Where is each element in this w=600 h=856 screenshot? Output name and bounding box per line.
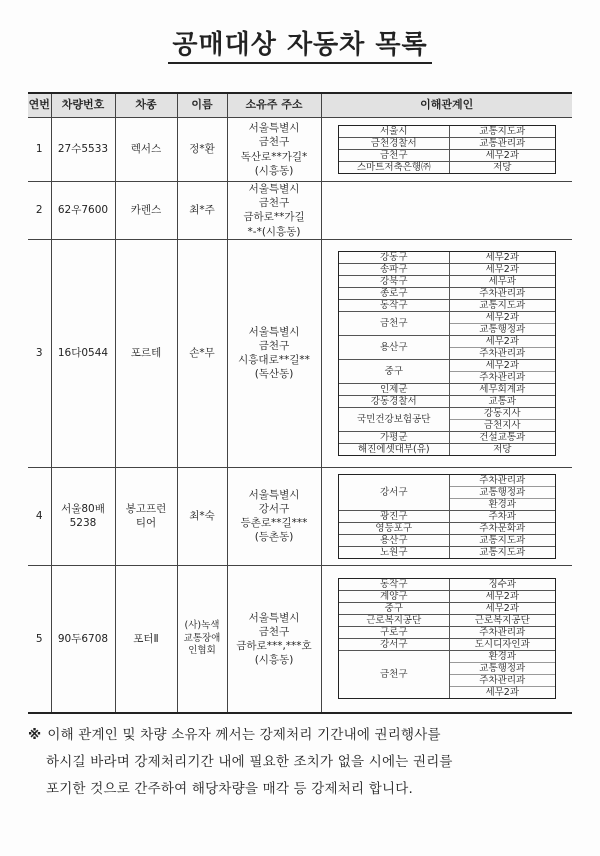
party-org: 금천경찰서 — [339, 138, 450, 149]
party-row — [339, 150, 555, 162]
party-dept: 세무2과 — [485, 150, 520, 161]
party-row — [339, 432, 555, 444]
party-row — [339, 360, 555, 384]
table-body — [28, 118, 572, 714]
party-dept: 주차관리과 — [479, 627, 526, 639]
party-org: 국민건강보험공단 — [339, 408, 450, 431]
owner-address — [227, 467, 321, 565]
address-line: 금하로***,***호 — [236, 639, 312, 652]
party-dept: 교통지도과 — [479, 546, 526, 558]
party-dept: 금천지사 — [483, 419, 521, 431]
plate-number: 90두6708 — [51, 565, 115, 713]
notice-line: 이해 관계인 및 차량 소유자 께서는 강제처리 기간내에 권리행사를 — [47, 727, 441, 743]
car-model: 포르테 — [115, 239, 177, 467]
party-depts — [450, 603, 555, 614]
address-line: 금천구 — [258, 197, 290, 210]
party-row — [339, 276, 555, 288]
owner-name: 최*숙 — [177, 467, 227, 565]
party-org: 중구 — [339, 603, 450, 614]
address-line: 서울특별시 — [248, 325, 300, 338]
party-row — [339, 138, 555, 150]
owner-name: 정*환 — [177, 118, 227, 182]
party-dept: 강동지사 — [450, 408, 555, 420]
party-dept: 주차문화과 — [479, 522, 526, 534]
party-depts — [450, 300, 555, 311]
party-dept: 주차관리과 — [479, 347, 526, 359]
address-line: (등촌동) — [254, 531, 294, 544]
interested-parties — [321, 182, 572, 240]
party-org: 노원구 — [339, 547, 450, 558]
party-row — [339, 511, 555, 523]
plate-number: 62우7600 — [51, 182, 115, 240]
row-number: 3 — [28, 239, 51, 467]
party-row — [339, 535, 555, 547]
party-org: 금천구 — [339, 312, 450, 335]
party-dept: 주차관리과 — [479, 371, 526, 383]
party-row — [339, 162, 555, 173]
owner-address — [227, 182, 321, 240]
party-org: 인제군 — [339, 384, 450, 395]
party-dept: 교통지도과 — [479, 126, 526, 137]
interested-parties — [321, 239, 572, 467]
car-model: 봉고프런티어 — [115, 467, 177, 565]
party-org: 강동구 — [339, 252, 450, 263]
party-depts — [450, 396, 555, 407]
party-org: 중구 — [339, 360, 450, 383]
party-org: 강동경찰서 — [339, 396, 450, 407]
party-org: 서울시 — [339, 126, 450, 137]
party-row — [339, 300, 555, 312]
party-row — [339, 591, 555, 603]
party-dept: 세무회계과 — [479, 383, 526, 395]
header-cell: 소유주 주소 — [227, 93, 321, 118]
party-depts — [450, 523, 555, 534]
row-number: 5 — [28, 565, 51, 713]
party-depts — [450, 535, 555, 546]
interested-parties — [321, 565, 572, 713]
party-dept: 세무2과 — [450, 336, 555, 348]
party-org: 근로복지공단 — [339, 615, 450, 626]
owner-name: (사)녹색교통장애인협회 — [177, 565, 227, 713]
party-row — [339, 444, 555, 455]
address-line: 독산로**가길* — [240, 150, 308, 163]
party-depts — [450, 408, 555, 431]
party-dept: 교통행정과 — [450, 663, 555, 675]
party-dept: 저당 — [493, 443, 512, 455]
party-depts — [450, 252, 555, 263]
party-org: 동작구 — [339, 579, 450, 590]
party-org: 영등포구 — [339, 523, 450, 534]
table-row — [28, 182, 572, 240]
table-row — [28, 239, 572, 467]
party-org: 해진에셋대부(유) — [339, 444, 450, 455]
party-dept: 주차관리과 — [450, 675, 555, 687]
party-depts — [450, 384, 555, 395]
party-depts — [450, 639, 555, 650]
party-row — [339, 408, 555, 432]
address-line: 서울특별시 — [248, 611, 300, 624]
party-row — [339, 288, 555, 300]
party-depts — [450, 264, 555, 275]
header-cell: 차량번호 — [51, 93, 115, 118]
party-org: 강서구 — [339, 639, 450, 650]
party-dept: 세무2과 — [485, 687, 520, 699]
party-depts — [450, 627, 555, 638]
party-org: 종로구 — [339, 288, 450, 299]
notice-mark: ※ — [28, 727, 42, 743]
party-dept: 주차과 — [488, 510, 517, 522]
party-depts — [450, 360, 555, 383]
notice-line: 하시길 바라며 강제처리기간 내에 필요한 조치가 없을 시에는 권리를 — [46, 754, 453, 770]
party-depts — [450, 475, 555, 510]
notice — [28, 722, 560, 803]
header-cell: 연번 — [28, 93, 51, 118]
party-depts — [450, 444, 555, 455]
party-row — [339, 639, 555, 651]
party-row — [339, 547, 555, 558]
table-header-row — [28, 93, 572, 118]
parties-table — [338, 125, 556, 174]
parties-table — [338, 474, 556, 559]
party-depts — [450, 288, 555, 299]
party-org: 동작구 — [339, 300, 450, 311]
row-number: 1 — [28, 118, 51, 182]
party-depts — [450, 432, 555, 443]
party-org: 송파구 — [339, 264, 450, 275]
car-model: 포터Ⅱ — [115, 565, 177, 713]
address-line: 시흥대로**길** — [238, 354, 310, 367]
party-depts — [450, 126, 555, 137]
party-row — [339, 312, 555, 336]
party-row — [339, 384, 555, 396]
party-row — [339, 126, 555, 138]
party-row — [339, 252, 555, 264]
address-line: (시흥동) — [254, 654, 294, 667]
notice-line: 포기한 것으로 간주하여 해당차량을 매각 등 강제처리 합니다. — [46, 781, 413, 797]
party-org: 강북구 — [339, 276, 450, 287]
party-org: 광진구 — [339, 511, 450, 522]
party-row — [339, 651, 555, 698]
party-row — [339, 523, 555, 535]
party-depts — [450, 615, 555, 626]
owner-name: 손*무 — [177, 239, 227, 467]
plate-number: 27수5533 — [51, 118, 115, 182]
party-dept: 세무2과 — [450, 312, 555, 324]
party-dept: 저당 — [493, 162, 512, 173]
owner-address — [227, 118, 321, 182]
party-dept: 교통지도과 — [479, 534, 526, 546]
party-dept: 환경과 — [488, 498, 517, 510]
party-row — [339, 579, 555, 591]
party-dept: 세무2과 — [485, 263, 520, 275]
plate-number: 서울80배 5238 — [51, 467, 115, 565]
party-depts — [450, 651, 555, 698]
header-cell: 이해관계인 — [321, 93, 572, 118]
parties-table — [338, 578, 556, 699]
parties-table — [338, 251, 556, 456]
address-line: (시흥동) — [254, 164, 294, 177]
address-line: 금천구 — [258, 625, 290, 638]
party-dept: 건설교통과 — [479, 431, 526, 443]
party-depts — [450, 591, 555, 602]
party-dept: 도시디자인과 — [474, 639, 530, 651]
party-depts — [450, 162, 555, 173]
party-dept: 근로복지공단 — [474, 615, 530, 627]
address-line: 서울특별시 — [248, 183, 300, 195]
owner-address — [227, 239, 321, 467]
party-depts — [450, 312, 555, 335]
party-org: 구로구 — [339, 627, 450, 638]
party-depts — [450, 547, 555, 558]
vehicle-table — [28, 92, 572, 714]
address-line: 서울특별시 — [248, 122, 300, 135]
party-dept: 주차관리과 — [479, 287, 526, 299]
owner-address — [227, 565, 321, 713]
party-row — [339, 264, 555, 276]
party-depts — [450, 336, 555, 359]
party-org: 금천구 — [339, 150, 450, 161]
party-org: 강서구 — [339, 475, 450, 510]
row-number: 2 — [28, 182, 51, 240]
party-dept: 세무2과 — [450, 360, 555, 372]
party-dept: 징수과 — [488, 579, 517, 591]
party-depts — [450, 579, 555, 590]
address-line: *-*(시흥동) — [247, 225, 301, 238]
party-dept: 환경과 — [450, 651, 555, 663]
row-number: 4 — [28, 467, 51, 565]
party-org: 용산구 — [339, 535, 450, 546]
party-org: 금천구 — [339, 651, 450, 698]
party-dept: 세무2과 — [485, 251, 520, 263]
party-dept: 세무과 — [488, 275, 517, 287]
party-depts — [450, 276, 555, 287]
header-cell: 차종 — [115, 93, 177, 118]
party-row — [339, 396, 555, 408]
address-line: 등촌로**길*** — [240, 517, 308, 530]
table-row — [28, 565, 572, 713]
address-line: (독산동) — [254, 368, 294, 381]
address-line: 금하로**가길 — [243, 211, 305, 224]
table-row — [28, 118, 572, 182]
party-dept: 교통행정과 — [450, 487, 555, 499]
party-dept: 교통지도과 — [479, 299, 526, 311]
party-row — [339, 627, 555, 639]
party-dept: 교통과 — [488, 395, 517, 407]
car-model: 카렌스 — [115, 182, 177, 240]
party-row — [339, 475, 555, 511]
party-org: 계양구 — [339, 591, 450, 602]
party-org: 스마트저축은행㈜ — [339, 162, 450, 173]
plate-number: 16다0544 — [51, 239, 115, 467]
table-row — [28, 467, 572, 565]
interested-parties — [321, 118, 572, 182]
party-row — [339, 615, 555, 627]
party-dept: 주차관리과 — [450, 475, 555, 487]
party-dept: 교통행정과 — [479, 323, 526, 335]
address-line: 금천구 — [258, 136, 290, 149]
address-line: 금천구 — [258, 340, 290, 353]
party-depts — [450, 138, 555, 149]
party-dept: 세무2과 — [485, 603, 520, 615]
car-model: 렉서스 — [115, 118, 177, 182]
party-org: 용산구 — [339, 336, 450, 359]
address-line: 서울특별시 — [248, 488, 300, 501]
address-line: 강서구 — [258, 503, 290, 516]
interested-parties — [321, 467, 572, 565]
party-depts — [450, 150, 555, 161]
party-org: 가평군 — [339, 432, 450, 443]
party-dept: 교통관리과 — [479, 138, 526, 149]
party-depts — [450, 511, 555, 522]
header-cell: 이름 — [177, 93, 227, 118]
party-row — [339, 336, 555, 360]
party-row — [339, 603, 555, 615]
page-title — [0, 30, 600, 64]
owner-name: 최*주 — [177, 182, 227, 240]
party-dept: 세무2과 — [485, 591, 520, 603]
page-title-text: 공매대상 자동차 목록 — [168, 30, 431, 64]
